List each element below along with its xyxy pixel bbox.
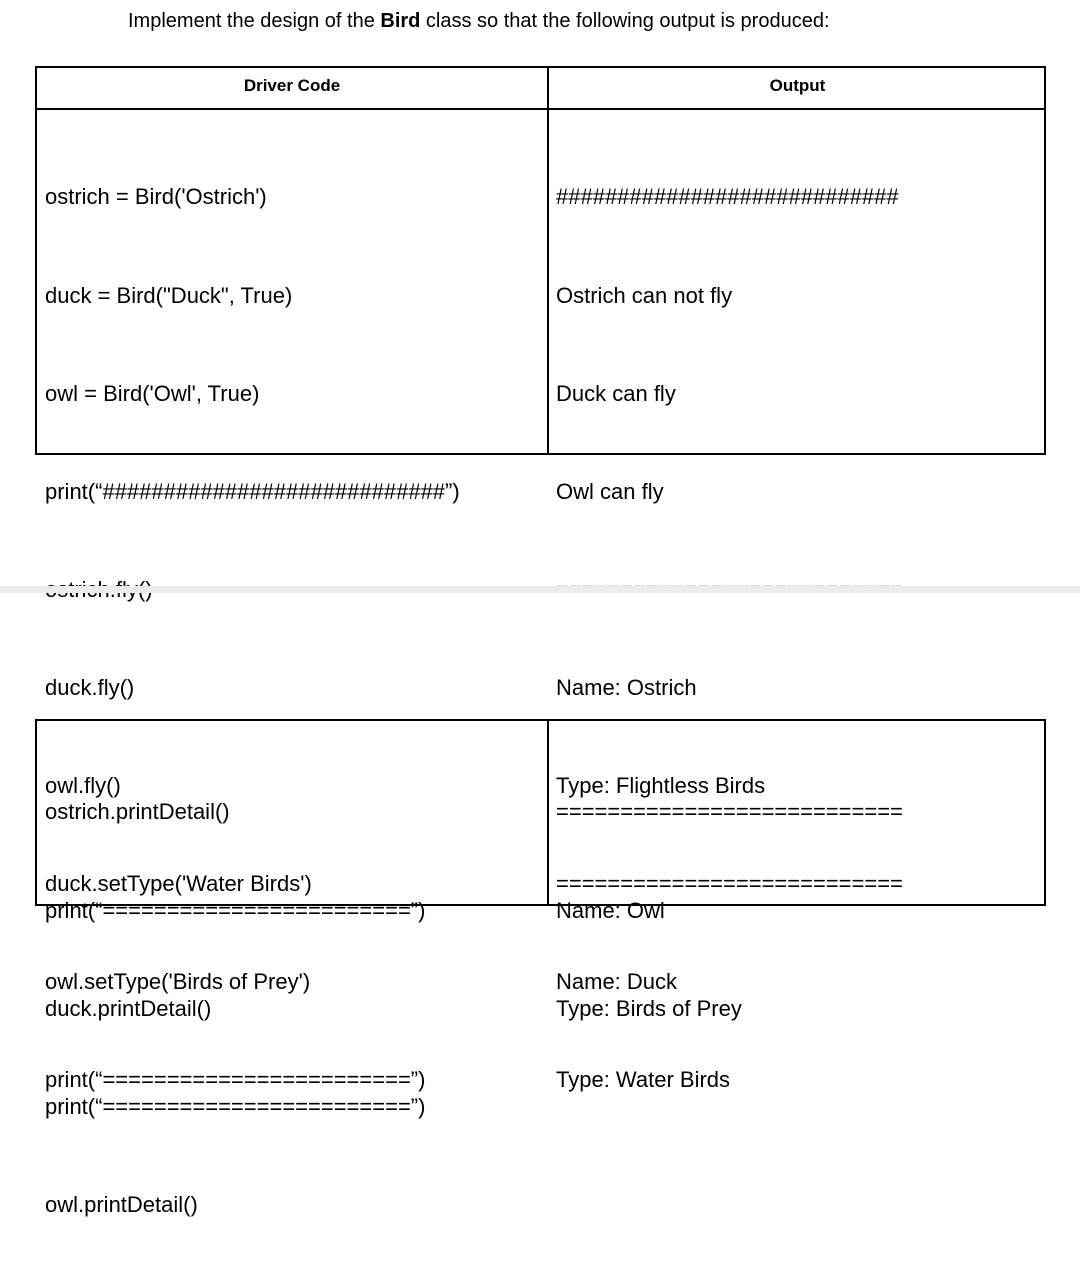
column-divider bbox=[547, 721, 549, 904]
output-line: Duck can fly bbox=[556, 380, 676, 406]
output-line: Owl can fly bbox=[556, 478, 664, 504]
code-line: print(“========================”) bbox=[45, 1067, 426, 1093]
output-line: Name: Owl bbox=[556, 897, 665, 923]
code-line: ostrich = Bird('Ostrich') bbox=[45, 184, 267, 210]
output-line: Type: Flightless Birds bbox=[556, 772, 766, 798]
code-line: owl.fly() bbox=[45, 772, 121, 798]
code-line: owl.printDetail() bbox=[45, 1191, 198, 1217]
output-header: Output bbox=[769, 76, 826, 95]
output-line: =========================== bbox=[556, 799, 903, 825]
instruction-class-name: Bird bbox=[380, 10, 421, 32]
output-line: =========================== bbox=[556, 871, 903, 897]
instruction-prefix: Implement the design of the bbox=[128, 10, 381, 32]
code-line: print(“========================”) bbox=[45, 897, 426, 923]
page-break bbox=[0, 586, 1080, 593]
output-line: Name: Ostrich bbox=[556, 674, 697, 700]
code-line: duck = Bird("Duck", True) bbox=[45, 282, 293, 308]
header-divider bbox=[37, 108, 1044, 110]
driver-code-cell bbox=[45, 731, 425, 1287]
instruction-suffix: class so that the following output is produced: bbox=[420, 10, 830, 32]
output-line: Name: Duck bbox=[556, 969, 678, 995]
driver-code-header: Driver Code bbox=[243, 76, 341, 95]
code-line: ostrich.printDetail() bbox=[45, 799, 230, 825]
output-cell bbox=[556, 731, 903, 1091]
output-line: Type: Water Birds bbox=[556, 1067, 731, 1093]
column-divider bbox=[547, 68, 549, 453]
code-line: owl = Bird('Owl', True) bbox=[45, 380, 260, 406]
code-line: duck.setType('Water Birds') bbox=[45, 871, 312, 897]
output-line: ############################ bbox=[556, 184, 899, 210]
code-line: owl.setType('Birds of Prey') bbox=[45, 969, 311, 995]
output-line: Type: Birds of Prey bbox=[556, 995, 742, 1021]
code-line: duck.fly() bbox=[45, 674, 135, 700]
code-line: print(“========================”) bbox=[45, 1093, 426, 1119]
code-line: print(“############################”) bbox=[45, 478, 460, 504]
code-line: duck.printDetail() bbox=[45, 995, 212, 1021]
instruction-text bbox=[128, 10, 830, 33]
output-line: Ostrich can not fly bbox=[556, 282, 733, 308]
